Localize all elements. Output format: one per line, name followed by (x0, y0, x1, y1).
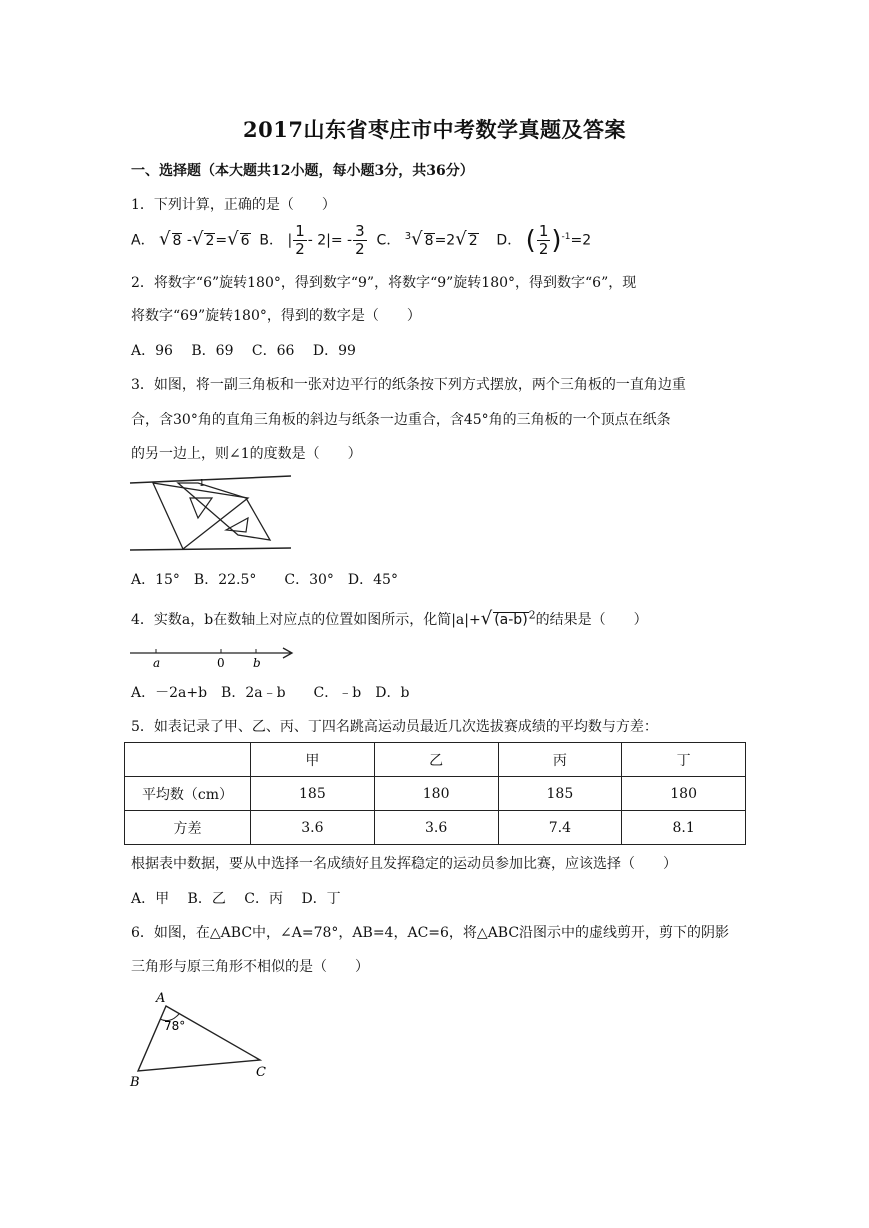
table-cell: 3.6 (374, 811, 498, 845)
q1-d-result: =2 (570, 232, 592, 249)
q4-options: A．－2a+b B．2a﹣b C．﹣b D．b (131, 685, 410, 701)
q3-line1: 3．如图，将一副三角板和一张对边平行的纸条按下列方式摆放，两个三角板的一直角边重 (131, 377, 686, 393)
table-cell: 方差 (125, 811, 251, 845)
q5-after-text: 根据表中数据，要从中选择一名成绩好且发挥稳定的运动员参加比赛，应该选择（ ） (131, 856, 677, 872)
q3-line3: 的另一边上，则∠1的度数是（ ） (131, 446, 362, 462)
q1-option-c-label: C． (376, 232, 401, 249)
q1-option-b-label: B． (259, 232, 284, 249)
q1-b-middle: - 2|= - (307, 232, 353, 249)
section-heading: 一、选择题（本大题共12小题，每小题3分，共36分） (131, 163, 474, 179)
table-cell: 180 (374, 777, 498, 811)
q1-d-exponent: -1 (561, 231, 571, 242)
table-cell: 185 (251, 777, 375, 811)
q4-axis-a: a (153, 656, 161, 670)
q5-score-table (124, 742, 746, 845)
q1-d-fraction: $\frac{1}{2}$ (538, 222, 549, 258)
q1-c-index: 3 (404, 230, 412, 242)
table-header-cell: 丁 (622, 743, 746, 777)
q3-triangle-figure (128, 470, 293, 555)
q1-stem: 1．下列计算，正确的是（ ） (131, 197, 336, 213)
q4-axis-zero: 0 (217, 656, 225, 670)
q6-line2: 三角形与原三角形不相似的是（ ） (131, 959, 369, 975)
q6-angle-label: 78° (164, 1019, 186, 1033)
table-cell: 185 (498, 777, 622, 811)
q1-a-radicand3: 6 (240, 232, 250, 249)
q4-stem-post: 的结果是（ ） (535, 612, 648, 628)
q5-options: A．甲 B．乙 C．丙 D．丁 (131, 891, 341, 907)
q6-vertex-a: A (156, 991, 166, 1006)
q1-c-radicand2: 2 (468, 232, 478, 249)
q4-number-line (128, 640, 298, 670)
q1-a-radicand2: 2 (205, 232, 215, 249)
q4-exponent: 2 (528, 608, 536, 622)
q1-c-radicand: 8 (424, 232, 434, 249)
q3-options: A．15° B．22.5° C．30° D．45° (131, 572, 398, 588)
table-cell: 平均数（cm） (125, 777, 251, 811)
q1-b-fraction2: $\frac{3}{2}$ (355, 222, 365, 258)
table-header-cell: 甲 (251, 743, 375, 777)
q6-vertex-c: C (256, 1065, 266, 1080)
q2-line2: 将数字“69”旋转180°，得到的数字是（ ） (131, 308, 421, 324)
paper-title: 2017山东省枣庄市中考数学真题及答案 (243, 117, 626, 142)
q2-options: A．96 B．69 C．66 D．99 (131, 343, 356, 359)
q2-line1: 2．将数字“6”旋转180°，得到数字“9”，将数字“9”旋转180°，得到数字“6”，现 (131, 275, 637, 291)
table-header-row (125, 743, 746, 777)
table-header-cell (125, 743, 251, 777)
table-cell: 8.1 (622, 811, 746, 845)
table-cell: 3.6 (251, 811, 375, 845)
q6-triangle-figure (128, 988, 278, 1090)
table-row (125, 777, 746, 811)
table-cell: 7.4 (498, 811, 622, 845)
q1-c-equals: =2 (434, 232, 456, 249)
q4-radicand: (a-b) (494, 612, 528, 628)
table-cell: 180 (622, 777, 746, 811)
q3-line2: 合，含30°角的直角三角板的斜边与纸条一边重合，含45°角的三角板的一个顶点在纸条 (131, 412, 671, 428)
q1-b-fraction1: $\frac{1}{2}$ (295, 222, 305, 258)
q4-stem-pre: 4．实数a，b在数轴上对应点的位置如图所示，化简|a|+ (131, 612, 481, 628)
q6-line1: 6．如图，在△ABC中，∠A=78°，AB=4，AC=6，将△ABC沿图示中的虚线剪开，剪下的阴影 (131, 925, 730, 941)
q5-stem: 5．如表记录了甲、乙、丙、丁四名跳高运动员最近几次选拔赛成绩的平均数与方差： (131, 719, 658, 735)
q4-axis-b: b (253, 656, 261, 670)
table-header-cell: 乙 (374, 743, 498, 777)
q3-angle-label: 1 (199, 479, 205, 489)
q6-vertex-b: B (130, 1075, 140, 1090)
table-row (125, 811, 746, 845)
table-header-cell: 丙 (498, 743, 622, 777)
q1-option-d-label: D． (496, 232, 522, 249)
q1-a-radicand1: 8 (172, 232, 182, 249)
q4-stem: 4．实数a，b在数轴上对应点的位置如图所示，化简|a|+√ $(a-b)^2$的结果是（ ） (131, 608, 648, 629)
q1-options: A． √ 8 -√ 2=√ 6 B． | $\frac{1}{2}$ - 2|= - $\frac{3}{2}$ C． $^3$√ 8=2√ 2 D． ( $\frac{1}{2}$ )$^{-1}$=2 (131, 222, 592, 258)
q1-option-a-label: A． (131, 232, 155, 249)
